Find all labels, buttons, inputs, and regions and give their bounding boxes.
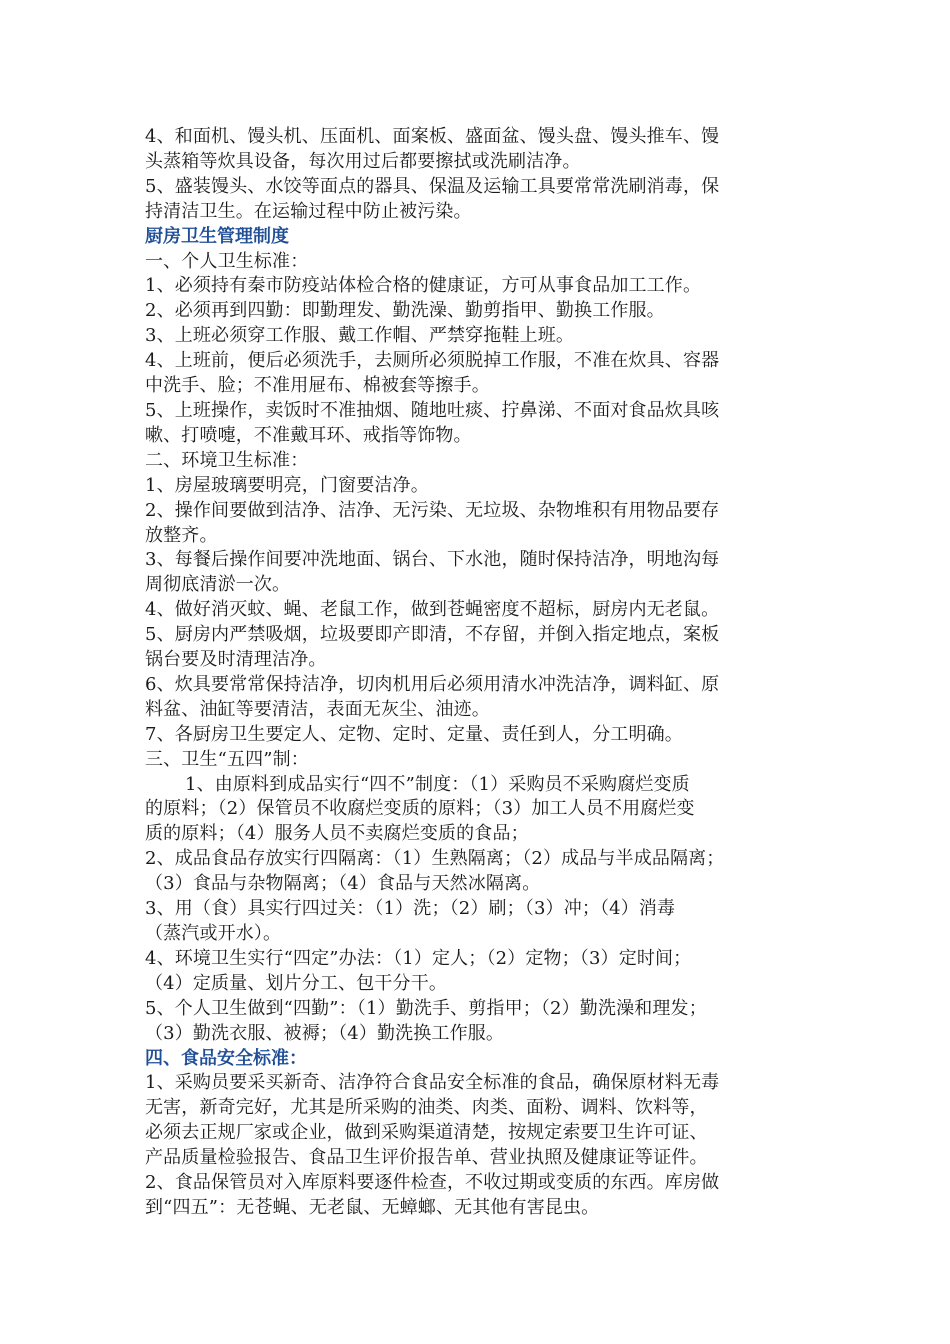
paragraph-line: 2、食品保管员对入库原料要逐件检查，不收过期或变质的东西。库房做 bbox=[145, 1172, 720, 1194]
paragraph-line: 周彻底清淤一次。 bbox=[145, 574, 291, 596]
paragraph-line: 6、炊具要常常保持洁净，切肉机用后必须用清水冲洗洁净，调料缸、原 bbox=[145, 673, 720, 695]
paragraph-line: 持清洁卫生。在运输过程中防止被污染。 bbox=[145, 200, 472, 222]
paragraph-line: （3）食品与杂物隔离；（4）食品与天然冰隔离。 bbox=[145, 873, 541, 895]
paragraph-line: 3、上班必须穿工作服、戴工作帽、严禁穿拖鞋上班。 bbox=[145, 325, 575, 347]
paragraph-line: 三、卫生“五四”制： bbox=[145, 748, 309, 770]
paragraph-line: （蒸汽或开水）。 bbox=[145, 923, 282, 944]
paragraph-line: 7、各厨房卫生要定人、定物、定时、定量、责任到人，分工明确。 bbox=[145, 723, 683, 745]
paragraph-line: 中洗手、脸；不准用屉布、棉被套等擦手。 bbox=[145, 375, 490, 397]
paragraph-line: 1、必须持有秦市防疫站体检合格的健康证，方可从事食品加工工作。 bbox=[145, 275, 702, 297]
paragraph-line: 无害，新奇完好，尤其是所采购的油类、肉类、面粉、调料、饮料等， bbox=[145, 1097, 708, 1119]
paragraph-line: 的原料；（2）保管员不收腐烂变质的原料；（3）加工人员不用腐烂变 bbox=[145, 798, 695, 820]
paragraph-line: 一、个人卫生标准： bbox=[145, 250, 309, 272]
paragraph-line: 2、操作间要做到洁净、洁净、无污染、无垃圾、杂物堆积有用物品要存 bbox=[145, 499, 720, 521]
paragraph-line: 质的原料；（4）服务人员不卖腐烂变质的食品； bbox=[145, 823, 529, 845]
section-heading: 四、食品安全标准： bbox=[145, 1047, 307, 1069]
paragraph-line: 5、厨房内严禁吸烟，垃圾要即产即清，不存留，并倒入指定地点，案板 bbox=[145, 624, 720, 646]
paragraph-line: 放整齐。 bbox=[145, 524, 218, 546]
paragraph-line: 1、采购员要采买新奇、洁净符合食品安全标准的食品，确保原材料无毒 bbox=[145, 1072, 720, 1094]
paragraph-line: （3）勤洗衣服、被褥；（4）勤洗换工作服。 bbox=[145, 1022, 505, 1044]
paragraph-line: 2、必须再到四勤：即勤理发、勤洗澡、勤剪指甲、勤换工作服。 bbox=[145, 300, 665, 322]
paragraph-line: 4、环境卫生实行“四定”办法：（1）定人；（2）定物；（3）定时间； bbox=[145, 947, 692, 969]
paragraph-line: 1、房屋玻璃要明亮，门窗要洁净。 bbox=[145, 474, 429, 496]
paragraph-line: 4、和面机、馒头机、压面机、面案板、盛面盆、馒头盘、馒头推车、馒 bbox=[145, 126, 720, 147]
paragraph-line: 到“四五”：无苍蝇、无老鼠、无蟑螂、无其他有害昆虫。 bbox=[145, 1196, 600, 1218]
paragraph-line: 料盆、油缸等要清洁，表面无灰尘、油迹。 bbox=[145, 698, 490, 720]
paragraph-line: 嗽、打喷嚏，不准戴耳环、戒指等饰物。 bbox=[145, 424, 472, 446]
paragraph-line: 锅台要及时清理洁净。 bbox=[145, 649, 327, 671]
paragraph-line: 3、用（食）具实行四过关：（1）洗；（2）刷；（3）冲；（4）消毒 bbox=[145, 898, 676, 920]
paragraph-line: 产品质量检验报告、食品卫生评价报告单、营业执照及健康证等证件。 bbox=[145, 1147, 708, 1169]
paragraph-line: 2、成品食品存放实行四隔离：（1）生熟隔离；（2）成品与半成品隔离； bbox=[145, 848, 725, 870]
paragraph-line: 二、环境卫生标准： bbox=[145, 449, 309, 471]
paragraph-line: （4）定质量、划片分工、包干分干。 bbox=[145, 972, 448, 994]
paragraph-line: 3、每餐后操作间要冲洗地面、锅台、下水池，随时保持洁净，明地沟每 bbox=[145, 549, 720, 571]
paragraph-line: 4、做好消灭蚊、蝇、老鼠工作，做到苍蝇密度不超标，厨房内无老鼠。 bbox=[145, 599, 720, 621]
paragraph-line: 1、由原料到成品实行“四不”制度：（1）采购员不采购腐烂变质 bbox=[185, 773, 690, 795]
paragraph-line: 5、个人卫生做到“四勤”：（1）勤洗手、剪指甲；（2）勤洗澡和理发； bbox=[145, 997, 707, 1019]
paragraph-line: 4、上班前，便后必须洗手，去厕所必须脱掉工作服，不准在炊具、容器 bbox=[145, 350, 720, 372]
paragraph-line: 头蒸箱等炊具设备，每次用过后都要擦拭或洗刷洁净。 bbox=[145, 150, 581, 172]
document-body bbox=[145, 125, 815, 1221]
section-heading: 厨房卫生管理制度 bbox=[145, 225, 289, 247]
paragraph-line: 必须去正规厂家或企业，做到采购渠道清楚，按规定索要卫生许可证、 bbox=[145, 1122, 708, 1144]
paragraph-line: 5、上班操作，卖饭时不准抽烟、随地吐痰、拧鼻涕、不面对食品炊具咳 bbox=[145, 399, 720, 421]
paragraph-line: 5、盛装馒头、水饺等面点的器具、保温及运输工具要常常洗刷消毒，保 bbox=[145, 175, 720, 197]
